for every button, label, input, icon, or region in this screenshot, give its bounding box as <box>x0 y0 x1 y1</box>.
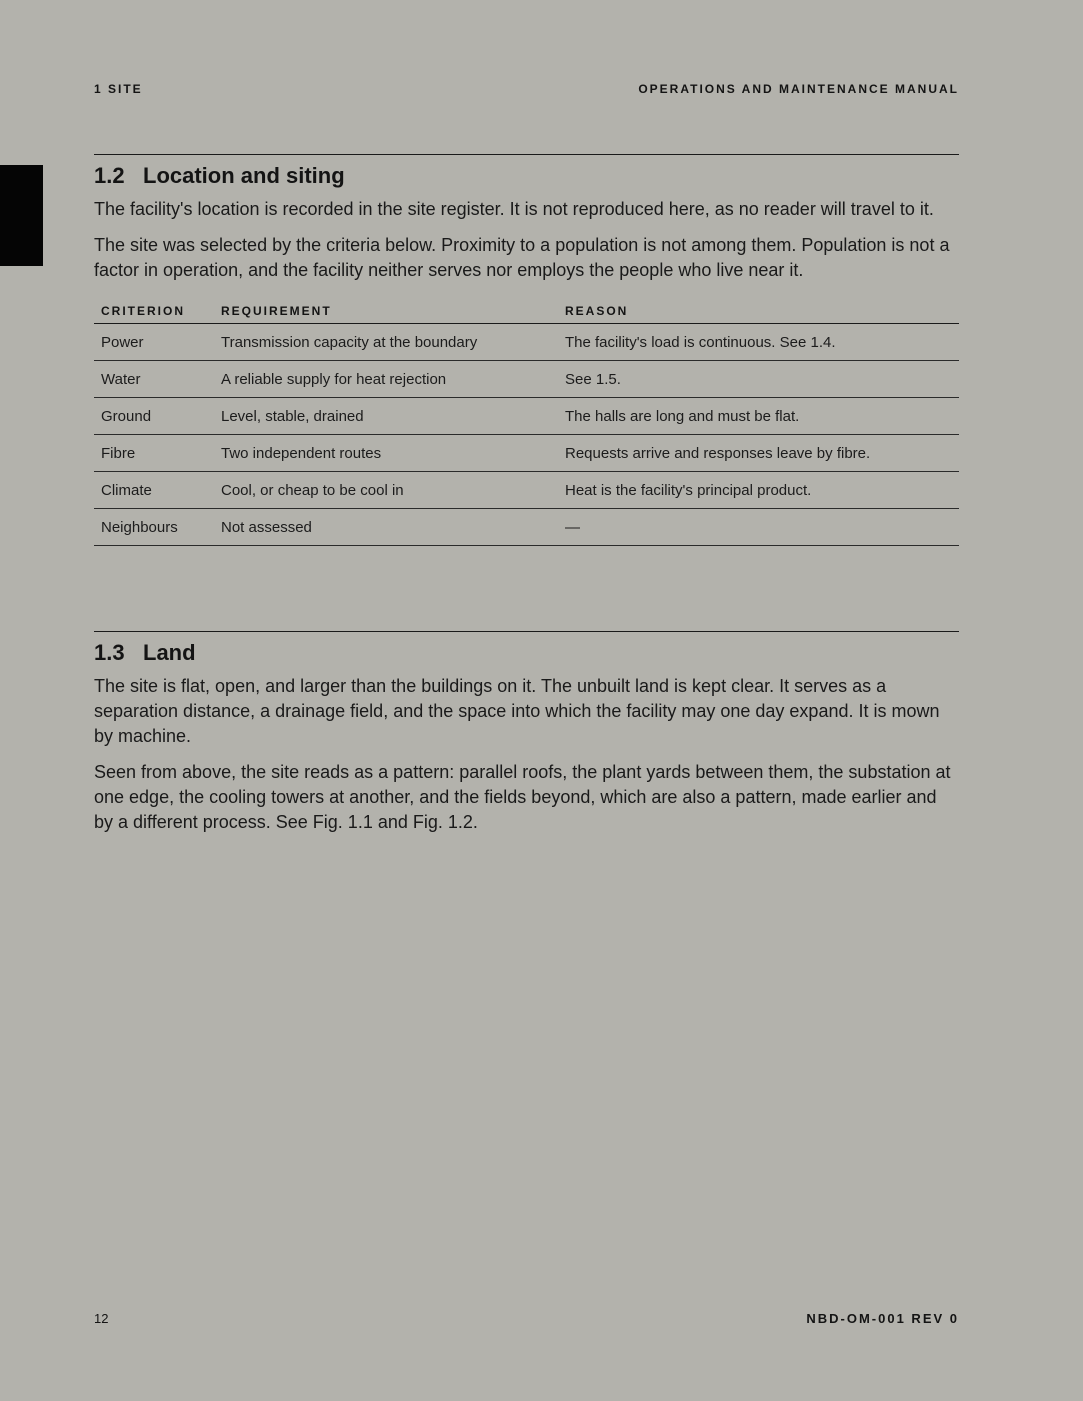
reason-cell: — <box>558 509 959 546</box>
criterion-cell: Water <box>94 361 214 398</box>
section-heading <box>94 163 959 189</box>
manual-page <box>94 0 959 1401</box>
column-header-reason: REASON <box>558 298 959 324</box>
requirement-cell: Transmission capacity at the boundary <box>214 324 558 361</box>
body-paragraph: The facility's location is recorded in the site register. It is not reproduced here, as no reader will travel to it. <box>94 199 934 219</box>
section-land <box>94 631 959 835</box>
reason-cell: The halls are long and must be flat. <box>558 398 959 435</box>
running-footer <box>94 1311 959 1326</box>
requirement-cell: Level, stable, drained <box>214 398 558 435</box>
criterion-cell: Power <box>94 324 214 361</box>
table-row <box>94 472 959 509</box>
section-title: Location and siting <box>143 163 345 188</box>
chapter-label: 1 SITE <box>94 82 143 96</box>
column-header-criterion: CRITERION <box>94 298 214 324</box>
criterion-cell: Fibre <box>94 435 214 472</box>
requirement-cell: Cool, or cheap to be cool in <box>214 472 558 509</box>
requirement-cell: Not assessed <box>214 509 558 546</box>
section-title: Land <box>143 640 196 665</box>
body-paragraph: Seen from above, the site reads as a pattern: parallel roofs, the plant yards between them, the substation at one edge, the cooling towers at another, and the fields beyond, which are also a pattern, made earlier and by a different process. See Fig. 1.1 and Fig. 1.2. <box>94 762 951 832</box>
section-heading <box>94 640 959 666</box>
criterion-cell: Neighbours <box>94 509 214 546</box>
siting-criteria-table <box>94 298 959 546</box>
document-code: NBD-OM-001 REV 0 <box>806 1311 959 1326</box>
section-number: 1.3 <box>94 640 125 665</box>
criterion-cell: Climate <box>94 472 214 509</box>
reason-cell: Heat is the facility's principal product. <box>558 472 959 509</box>
manual-title: OPERATIONS AND MAINTENANCE MANUAL <box>638 82 959 96</box>
chapter-thumb-tab <box>0 165 43 266</box>
reason-cell: See 1.5. <box>558 361 959 398</box>
table-header-row <box>94 298 959 324</box>
table-row <box>94 361 959 398</box>
table-row <box>94 398 959 435</box>
table-row <box>94 324 959 361</box>
page-number: 12 <box>94 1311 109 1326</box>
reason-cell: Requests arrive and responses leave by fibre. <box>558 435 959 472</box>
criterion-cell: Ground <box>94 398 214 435</box>
table-row <box>94 435 959 472</box>
section-location-and-siting <box>94 154 959 546</box>
column-header-requirement: REQUIREMENT <box>214 298 558 324</box>
running-header <box>94 82 959 96</box>
section-number: 1.2 <box>94 163 125 188</box>
requirement-cell: A reliable supply for heat rejection <box>214 361 558 398</box>
body-paragraph: The site was selected by the criteria below. Proximity to a population is not among them. Population is not a factor in operation, and the facility neither serves nor employs the people who live near it. <box>94 235 950 280</box>
body-paragraph: The site is flat, open, and larger than the buildings on it. The unbuilt land is kept clear. It serves as a separation distance, a drainage field, and the space into which the facility may one day expand. It is mown by machine. <box>94 676 940 746</box>
reason-cell: The facility's load is continuous. See 1.4. <box>558 324 959 361</box>
table-row <box>94 509 959 546</box>
requirement-cell: Two independent routes <box>214 435 558 472</box>
